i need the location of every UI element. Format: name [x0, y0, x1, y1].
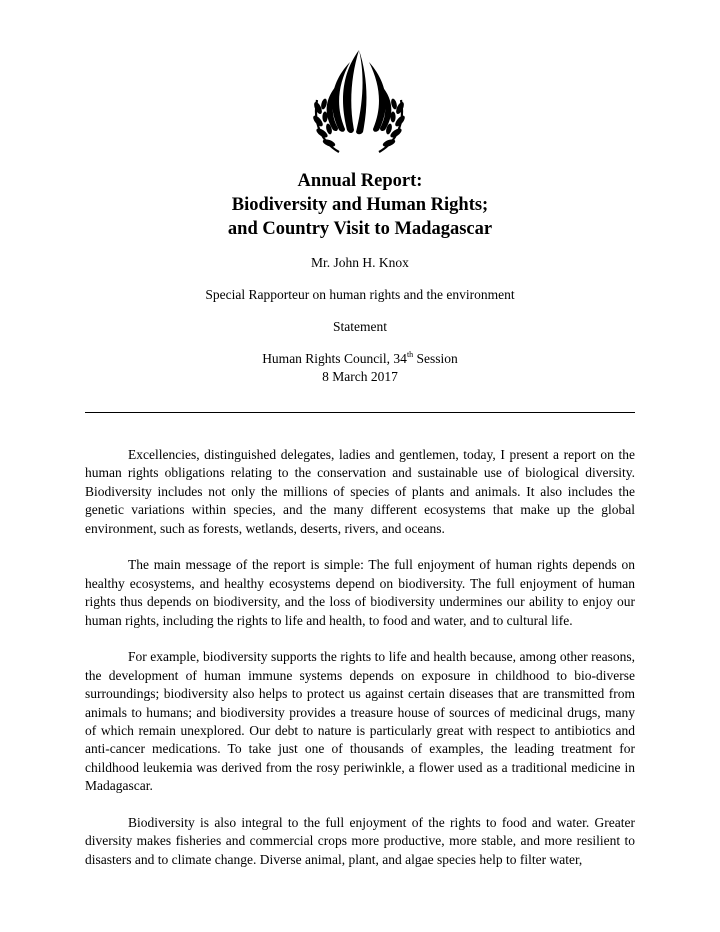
statement-body	[85, 446, 635, 869]
session-ordinal-superscript: th	[406, 350, 414, 359]
report-title	[0, 169, 720, 241]
body-paragraph-1: Excellencies, distinguished delegates, ladies and gentlemen, today, I present a report on the human rights obligations relating to the conservation and sustainable use of biological diversity. Biodiversity includes not only the millions of species of plants and animals. It also includes the genetic variations within species, and the many different ecosystems that make up the global environment, such as forests, wetlands, deserts, rivers, and oceans.	[85, 447, 635, 536]
title-line-1: Annual Report:	[297, 171, 423, 191]
session-suffix: Session	[413, 351, 458, 366]
body-paragraph-2: The main message of the report is simple: The full enjoyment of human rights depends on healthy ecosystems, and healthy ecosystems depend on biodiversity. The full enjoyment of human rights thus depends on biodiversity, and the loss of biodiversity undermines our ability to enjoy our human rights, including the rights to life and health, to food and water, and to cultural life.	[85, 557, 635, 628]
un-human-rights-flame-laurel-icon	[309, 46, 409, 156]
header-divider	[85, 412, 635, 413]
speaker-role: Special Rapporteur on human rights and the environment	[205, 287, 515, 302]
body-paragraph-3: For example, biodiversity supports the rights to life and health because, among other reasons, the development of human immune systems depends on exposure in childhood to bio-diverse surroundings; biodiversity also helps to protect us against certain diseases that are transmitted from animals to humans; and biodiversity provides a treasure house of sources of medicinal drugs, many of which remain unexplored. Our debt to nature is particularly great with respect to antibiotics and anti-cancer medications. To take just one of thousands of examples, the leading treatment for childhood leukemia was derived from the rosy periwinkle, a flower used as a traditional medicine in Madagascar.	[85, 649, 635, 794]
document-type: Statement	[333, 319, 387, 334]
title-line-2: Biodiversity and Human Rights;	[231, 195, 489, 215]
session-line	[0, 350, 720, 368]
speaker-name: Mr. John H. Knox	[311, 255, 409, 270]
statement-date: 8 March 2017	[322, 369, 398, 384]
title-line-3: and Country Visit to Madagascar	[227, 219, 493, 239]
session-prefix: Human Rights Council, 34	[262, 351, 407, 366]
body-paragraph-4: Biodiversity is also integral to the full enjoyment of the rights to food and water. Greater diversity makes fisheries and commercial crops more productive, more stable, and more resilient to disasters and to climate change. Diverse animal, plant, and algae species help to filter water,	[85, 815, 635, 867]
